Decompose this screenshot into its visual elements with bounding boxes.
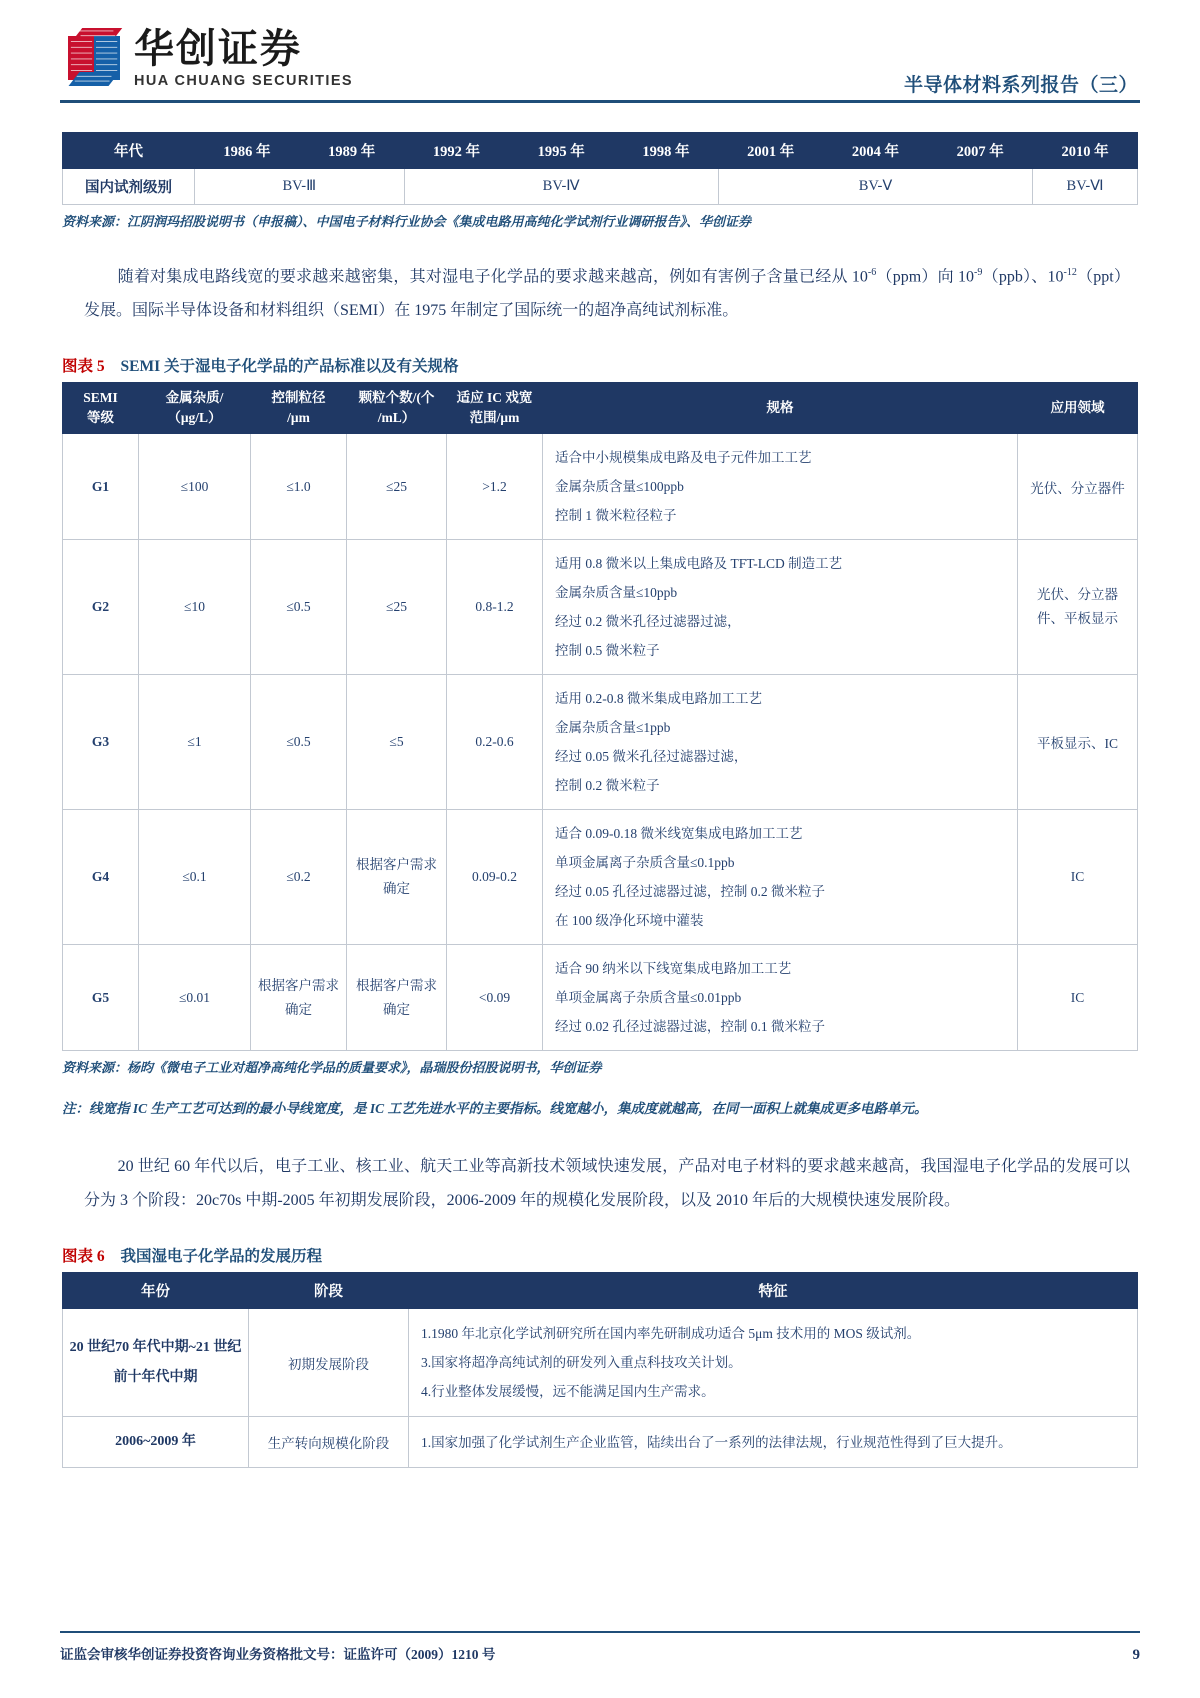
spec-line: 单项金属离子杂质含量≤0.1ppb [555,855,735,871]
col-features: 特征 [409,1273,1138,1309]
col-particle-size [251,383,347,434]
col-1995: 1995 年 [509,133,614,169]
cell-years: 20 世纪70 年代中期~21 世纪前十年代中期 [63,1309,249,1417]
paragraph-semi-standard: 随着对集成电路线宽的要求越来越密集，其对湿电子化学品的要求越来越高，例如有害例子含量已经从 $10^{-6}(ppm)$向 $10^{-9}(ppb)$、$10^{-12}(ppt)$发展。国际半导体设备和材料组织（SEMI）在 1975 年制定了国际统一的超净高纯试剂标准。 [84,267,1130,320]
col-semi-grade [63,383,139,434]
paragraph-development-stages: 20 世纪 60 年代以后，电子工业、核工业、航天工业等高新技术领域快速发展，产品对电子材料的要求越来越高，我国湿电子化学品的发展可以分为 3 个阶段：20c70s 中期-2005 年初期发展阶段，2006-2009 年的规模化发展阶段，以及 2010 年后的大规模快速发展阶段。 [84,1158,1130,1210]
cell-features [409,1309,1138,1417]
col-semi-grade-line2: 等级 [87,410,114,426]
cell-grade: G1 [63,434,139,540]
col-specification: 规格 [543,383,1018,434]
spec-line: 经过 0.05 孔径过滤器过滤，控制 0.2 微米粒子 [555,884,825,900]
feature-line: 1.1980 年北京化学试剂研究所在国内率先研制成功适合 5μm 技术用的 MOS 级试剂。 [421,1326,921,1342]
col-size-line2: /μm [287,410,310,426]
table-row [63,169,1138,205]
spec-line: 单项金属离子杂质含量≤0.01ppb [555,990,742,1006]
logo-stripes-icon [68,28,124,84]
col-ic-line-width [447,383,543,434]
page-content [0,132,1200,1468]
cell-size: ≤0.5 [251,675,347,810]
cell-linewidth: >1.2 [447,434,543,540]
cell-grade: G2 [63,540,139,675]
footnote-figure5: 注：线宽指 IC 生产工艺可达到的最小导线宽度，是 IC 工艺先进水平的主要指标。线宽越小，集成度就越高，在同一面积上就集成更多电路单元。 [62,1101,928,1117]
table-row [63,434,1138,540]
spec-line: 经过 0.05 微米孔径过滤器过滤， [555,749,748,765]
table-row [63,1417,1138,1468]
page-footer [60,1631,1140,1665]
spec-line: 金属杂质含量≤1ppb [555,720,671,736]
logo-cube-icon [68,28,124,84]
col-linewidth-line1: 适应 IC 戏宽 [456,390,533,406]
table-row [63,810,1138,945]
table-row [63,945,1138,1051]
col-1989: 1989 年 [299,133,404,169]
cell-application: IC [1018,810,1138,945]
feature-line: 4.行业整体发展缓慢，远不能满足国内生产需求。 [421,1384,715,1400]
cell-application: IC [1018,945,1138,1051]
cell-count: ≤25 [347,434,447,540]
cell-linewidth: 0.2-0.6 [447,675,543,810]
spec-line: 经过 0.2 微米孔径过滤器过滤， [555,614,741,630]
col-metal-line1: 金属杂质/ [165,390,224,406]
figure6-caption [62,1244,1138,1266]
cell-years: 2006~2009 年 [63,1417,249,1468]
cell-linewidth: <0.09 [447,945,543,1051]
spec-line: 在 100 级净化环境中灌装 [555,913,704,929]
figure5-title: SEMI 关于湿电子化学品的产品标准以及有关规格 [120,358,459,376]
figure5-number: 图表 5 [62,358,105,376]
cell-stage: 初期发展阶段 [249,1309,409,1417]
spec-line: 适合 0.09-0.18 微米线宽集成电路加工工艺 [555,826,803,842]
feature-line: 3.国家将超净高纯试剂的研发列入重点科技攻关计划。 [421,1355,742,1371]
spec-line: 适合 90 纳米以下线宽集成电路加工工艺 [555,961,792,977]
source-note-year-table: 资料来源：江阴润玛招股说明书（申报稿）、中国电子材料行业协会《集成电路用高纯化学试剂行业调研报告》、华创证券 [62,214,752,229]
header-divider [60,100,1140,103]
cell-spec [543,675,1018,810]
cell-metal: ≤0.01 [139,945,251,1051]
source-note-figure5: 资料来源：杨昀《微电子工业对超净高纯化学品的质量要求》，晶瑞股份招股说明书，华创证券 [62,1060,602,1076]
col-1998: 1998 年 [614,133,719,169]
figure6-number: 图表 6 [62,1248,105,1266]
col-2004: 2004 年 [823,133,928,169]
spec-line: 控制 1 微米粒径粒子 [555,508,677,524]
page-number: 9 [1132,1647,1140,1663]
col-2010: 2010 年 [1033,133,1138,169]
table-row [63,675,1138,810]
cell-count: ≤25 [347,540,447,675]
logo-text-english: HUA CHUANG SECURITIES [134,73,353,89]
feature-line: 1.国家加强了化学试剂生产企业监管，陆续出台了一系列的法律法规，行业规范性得到了巨大提升。 [421,1434,1012,1450]
cell-size: ≤0.5 [251,540,347,675]
grade-bv3: BV-Ⅲ [195,169,405,205]
col-particle-count [347,383,447,434]
page-header [0,0,1200,102]
col-years: 年份 [63,1273,249,1309]
figure6-title: 我国湿电子化学品的发展历程 [120,1248,323,1266]
cell-grade: G4 [63,810,139,945]
table-header-row [63,1273,1138,1309]
col-count-line2: /mL） [377,410,416,426]
col-application-field: 应用领域 [1018,383,1138,434]
table-header-row [63,133,1138,169]
spec-line: 控制 0.2 微米粒子 [555,778,660,794]
cell-application: 光伏、分立器件 [1018,434,1138,540]
col-metal-impurity [139,383,251,434]
cell-count: ≤5 [347,675,447,810]
cell-linewidth: 0.09-0.2 [447,810,543,945]
cell-size: ≤0.2 [251,810,347,945]
logo-text-chinese: 华创证券 [134,27,302,71]
col-count-line1: 颗粒个数/(个 [358,390,435,406]
grade-bv4: BV-Ⅳ [404,169,718,205]
col-linewidth-line2: 范围/μm [469,410,520,426]
spec-line: 控制 0.5 微米粒子 [555,643,660,659]
cell-metal: ≤10 [139,540,251,675]
cell-linewidth: 0.8-1.2 [447,540,543,675]
figure5-caption [62,354,1138,376]
reagent-grade-table [62,132,1138,205]
col-1992: 1992 年 [404,133,509,169]
col-1986: 1986 年 [195,133,300,169]
cell-spec [543,810,1018,945]
cell-spec [543,945,1018,1051]
spec-line: 适用 0.2-0.8 微米集成电路加工工艺 [555,691,762,707]
col-stage: 阶段 [249,1273,409,1309]
col-2007: 2007 年 [928,133,1033,169]
cell-stage: 生产转向规模化阶段 [249,1417,409,1468]
col-metal-line2: （μg/L） [167,410,222,426]
table-header-row [63,383,1138,434]
spec-line: 适合中小规模集成电路及电子元件加工工艺 [555,450,812,466]
cell-metal: ≤100 [139,434,251,540]
cell-application: 平板显示、IC [1018,675,1138,810]
col-size-line1: 控制粒径 [271,390,326,406]
company-logo [68,28,353,89]
table-row [63,1309,1138,1417]
footer-divider [60,1631,1140,1634]
cell-features [409,1417,1138,1468]
spec-line: 金属杂质含量≤10ppb [555,585,678,601]
spec-line: 经过 0.02 孔径过滤器过滤，控制 0.1 微米粒子 [555,1019,825,1035]
cell-metal: ≤1 [139,675,251,810]
col-2001: 2001 年 [718,133,823,169]
report-title: 半导体材料系列报告（三） [903,75,1138,96]
cell-size: ≤1.0 [251,434,347,540]
cell-application: 光伏、分立器件、平板显示 [1018,540,1138,675]
semi-standard-table [62,382,1138,1051]
cell-count: 根据客户需求确定 [347,810,447,945]
row-label-domestic-grade: 国内试剂级别 [63,169,195,205]
cell-grade: G5 [63,945,139,1051]
cell-spec [543,540,1018,675]
table-row [63,540,1138,675]
development-history-table [62,1272,1138,1468]
cell-spec [543,434,1018,540]
spec-line: 金属杂质含量≤100ppb [555,479,684,495]
spec-line: 适用 0.8 微米以上集成电路及 TFT-LCD 制造工艺 [555,556,843,572]
grade-bv5: BV-Ⅴ [718,169,1032,205]
col-era: 年代 [63,133,195,169]
grade-bv6: BV-Ⅵ [1033,169,1138,205]
footer-disclaimer: 证监会审核华创证券投资咨询业务资格批文号：证监许可（2009）1210 号 [60,1647,496,1662]
cell-size: 根据客户需求确定 [251,945,347,1051]
cell-metal: ≤0.1 [139,810,251,945]
cell-grade: G3 [63,675,139,810]
cell-count: 根据客户需求确定 [347,945,447,1051]
col-semi-grade-line1: SEMI [83,390,118,406]
